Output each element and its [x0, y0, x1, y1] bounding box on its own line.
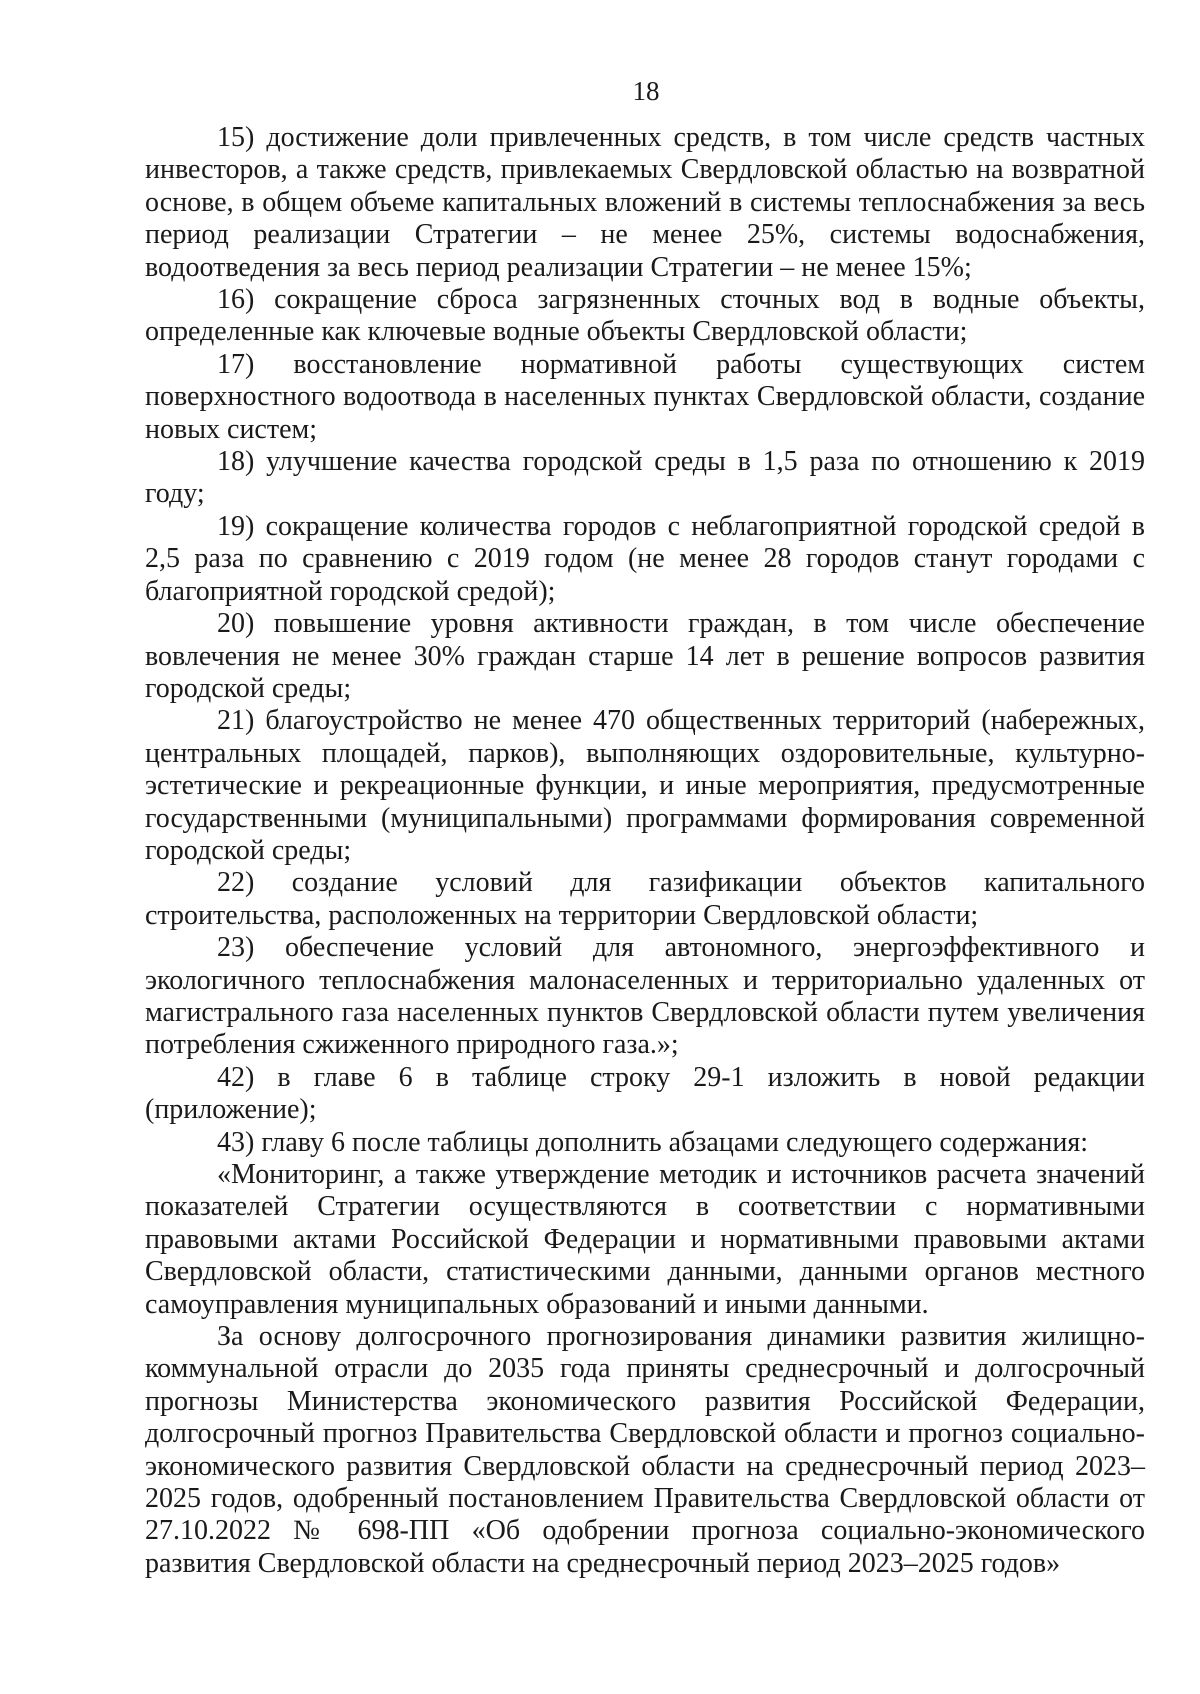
paragraph-item-17: 17) восстановление нормативной работы существующих систем поверхностного водоотвода в населенных пунктах Свердловской области, создание новых систем;: [145, 348, 1145, 445]
page-number: 18: [632, 76, 660, 106]
paragraph-item-20: 20) повышение уровня активности граждан, в том числе обеспечение вовлечения не менее 30% граждан старше 14 лет в решение вопросов развития городской среды;: [145, 608, 1145, 704]
paragraph-item-18: 18) улучшение качества городской среды в 1,5 раза по отношению к 2019 году;: [145, 446, 1145, 510]
paragraph-forecasting: За основу долгосрочного прогнозирования динамики развития жилищно-коммунальной отрасли до 2035 года приняты среднесрочный и долгосрочный прогнозы Министерства экономического развития Российской Федерации, долгосрочный прогноз Правительства Свердловской области и прогноз социально-экономического развития Свердловской области на среднесрочный период 2023–2025 годов, одобренный постановлением Правительства Свердловской области от 27.10.2022 № 698-ПП «Об одобрении прогноза социально-экономического развития Свердловской области на среднесрочный период 2023–2025 годов»: [145, 1321, 1145, 1579]
paragraph-item-42: 42) в главе 6 в таблице строку 29-1 изложить в новой редакции (приложение);: [145, 1061, 1145, 1126]
paragraph-item-43: 43) главу 6 после таблицы дополнить абзацами следующего содержания:: [217, 1126, 1089, 1158]
paragraph-item-19: 19) сокращение количества городов с неблагоприятной городской средой в 2,5 раза по сравнению с 2019 годом (не менее 28 городов станут городами с благоприятной городской средой);: [145, 510, 1145, 607]
document-body: [145, 122, 1145, 1580]
paragraph-item-22: 22) создание условий для газификации объектов капитального строительства, расположенных на территории Свердловской области;: [145, 867, 1145, 931]
paragraph-item-16: 16) сокращение сброса загрязненных сточных вод в водные объекты, определенные как ключевые водные объекты Свердловской области;: [145, 284, 1145, 348]
paragraph-item-15: 15) достижение доли привлеченных средств, в том числе средств частных инвесторов, а также средств, привлекаемых Свердловской областью на возвратной основе, в общем объеме капитальных вложений в системы теплоснабжения за весь период реализации Стратегии – не менее 25%, системы водоснабжения, водоотведения за весь период реализации Стратегии – не менее 15%;: [145, 122, 1145, 283]
paragraph-item-23: 23) обеспечение условий для автономного, энергоэффективного и экологичного теплоснабжения малонаселенных и территориально удаленных от магистрального газа населенных пунктов Свердловской области путем увеличения потребления сжиженного природного газа.»;: [145, 932, 1145, 1061]
paragraph-item-21: 21) благоустройство не менее 470 общественных территорий (набережных, центральных площадей, парков), выполняющих оздоровительные, культурно-эстетические и рекреационные функции, и иные мероприятия, предусмотренные государственными (муниципальными) программами формирования современной городской среды;: [145, 705, 1145, 866]
paragraph-monitoring: «Мониторинг, а также утверждение методик и источников расчета значений показателей Стратегии осуществляются в соответствии с нормативными правовыми актами Российской Федерации и нормативными правовыми актами Свердловской области, статистическими данными, данными органов местного самоуправления муниципальных образований и иными данными.: [145, 1159, 1145, 1320]
